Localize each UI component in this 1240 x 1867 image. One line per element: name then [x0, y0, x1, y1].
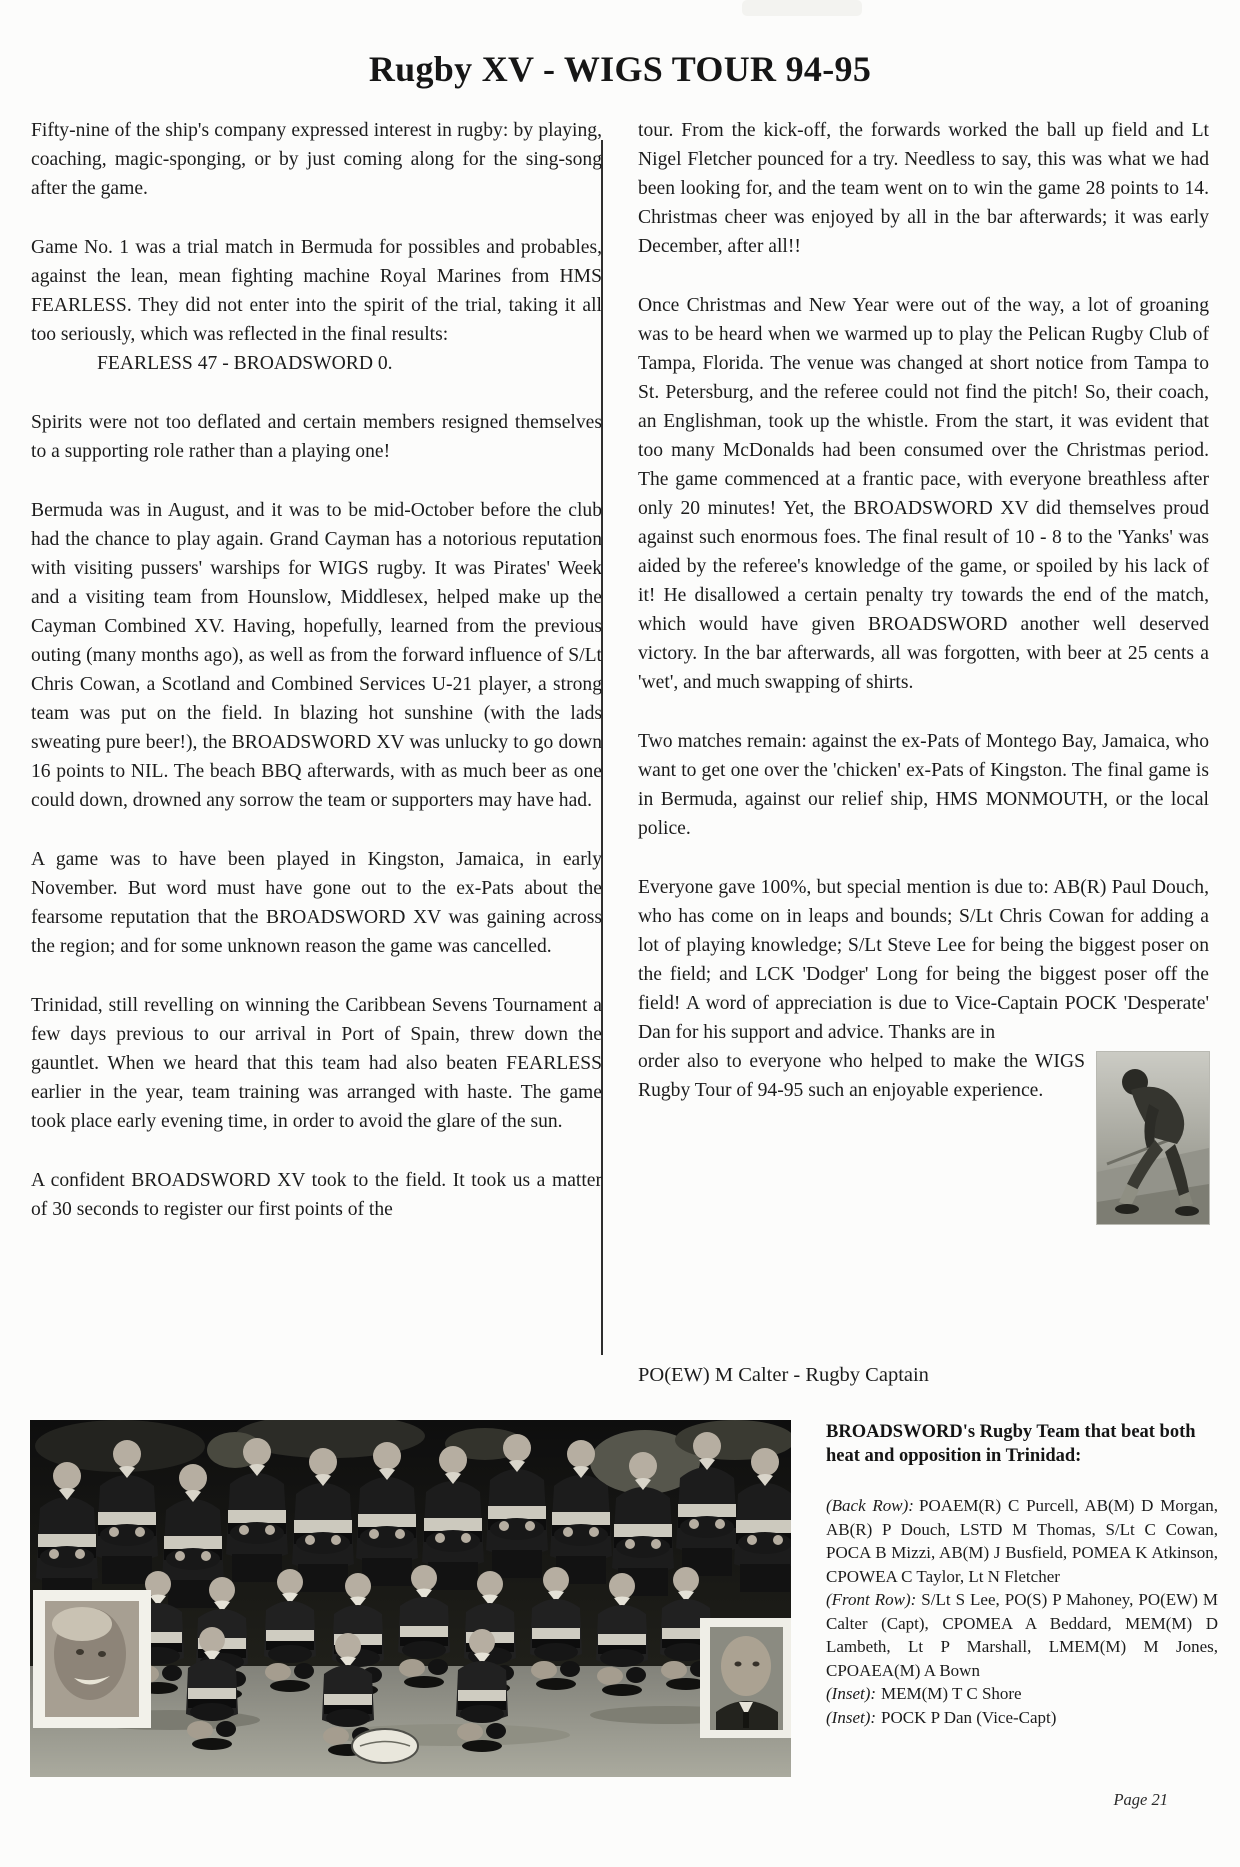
article-paragraph-text: order also to everyone who helped to make the WIGS Rugby Tour of 94-95 such an enjoyable experience. [638, 1051, 1085, 1101]
article-paragraph: Two matches remain: against the ex-Pats of Montego Bay, Jamaica, who want to get one over the 'chicken' ex-Pats of Kingston. The final game is in Bermuda, against our relief ship, HMS MONMOUTH, or the local police. [638, 731, 1209, 839]
article-paragraph: Bermuda was in August, and it was to be mid-October before the club had the chance to play again. Grand Cayman has a notorious reputation with visiting pussers' warships for WIGS rugby. It was Pirates' Week and a visiting team from Hounslow, Middlesex, helped make up the Cayman Combined XV. Having, hopefully, learned from the previous outing (many months ago), as well as from the forward influence of S/Lt Chris Cowan, a Scotland and Combined Services U-21 player, a strong team was put on the field. In blazing hot sunshine (with the lads sweating pure beer!), the BROADSWORD XV was unlucky to go down 16 points to NIL. The beach BBQ afterwards, with as much beer as one could down, drowned any sorrow the team or supporters may have had. [31, 500, 602, 811]
article-paragraph: Game No. 1 was a trial match in Bermuda for possibles and probables, against the lean, mean fighting machine Royal Marines from HMS FEARLESS. They did not enter into the spirit of the trial, taking it all too seriously, which was reflected in the final results: [31, 237, 602, 345]
team-photo [30, 1420, 791, 1777]
rugby-ball [352, 1729, 418, 1763]
match-score-line: FEARLESS 47 - BROADSWORD 0. [97, 353, 393, 374]
caption-entry-text: S/Lt S Lee, PO(S) P Mahoney, PO(EW) M Calter (Capt), CPOMEA A Beddard, MEM(M) D Lambeth, Lt P Marshall, LMEM(M) M Jones, CPOAEA(M) A Bown [826, 1590, 1218, 1680]
page-number: Page 21 [1113, 1790, 1168, 1809]
caption-heading: BROADSWORD's Rugby Team that beat both heat and opposition in Trinidad: [826, 1422, 1196, 1466]
caption-entry-text: POCK P Dan (Vice-Capt) [881, 1707, 1057, 1727]
scan-artifact [742, 0, 862, 16]
article-paragraph: Everyone gave 100%, but special mention is due to: AB(R) Paul Douch, who has come on in leaps and bounds; S/Lt Chris Cowan for adding a lot of playing knowledge; S/Lt Steve Lee for being the biggest poser on the field; and LCK 'Dodger' Long for being the biggest poser off the field! A word of appreciation is due to Vice-Captain POCK 'Desperate' Dan for his support and advice. Thanks are in [638, 877, 1209, 1043]
article-paragraph: tour. From the kick-off, the forwards worked the ball up field and Lt Nigel Fletcher pounced for a try. Needless to say, this was what we had been looking for, and the team went on to win the game 28 points to 14. Christmas cheer was enjoyed by all in the bar afterwards; it was early December, after all!! [638, 120, 1209, 257]
article-paragraph-with-photo [638, 1047, 1209, 1105]
article-paragraph: A confident BROADSWORD XV took to the field. It took us a matter of 30 seconds to register our first points of the [31, 1170, 602, 1220]
article-left-column [31, 116, 602, 1254]
article-paragraph: Once Christmas and New Year were out of the way, a lot of groaning was to be heard when we warmed up to play the Pelican Rugby Club of Tampa, Florida. The venue was changed at short notice from Tampa to St. Petersburg, and the referee could not find the pitch! So, their coach, an Englishman, took up the whistle. From the start, it was evident that too many McDonalds had been consumed over the Christmas period. The game commenced at a frantic pace, with everyone breathless after only 20 minutes! Yet, the BROADSWORD XV did themselves proud against such enormous foes. The final result of 10 - 8 to the 'Yanks' was aided by the referee's knowledge of the game, or spoiled by his lack of it! He disallowed a certain penalty try towards the end of the match, which would have given BROADSWORD another well deserved victory. In the bar afterwards, all was forgotten, with beer at 25 cents a 'wet', and much swapping of shirts. [638, 295, 1209, 693]
caption-entry-inset-1 [826, 1682, 1218, 1706]
article-paragraph: Fifty-nine of the ship's company expressed interest in rugby: by playing, coaching, magic-sponging, or by just coming along for the sing-song after the game. [31, 120, 602, 199]
article-right-column [638, 116, 1209, 1228]
caption-entry-front-row [826, 1588, 1218, 1682]
article-paragraph: A game was to have been played in Kingston, Jamaica, in early November. But word must have gone out to the ex-Pats about the fearsome reputation that the BROADSWORD XV was gaining across the region; and for some unknown reason the game was cancelled. [31, 849, 602, 957]
caption-entry-text: POAEM(R) C Purcell, AB(M) D Morgan, AB(R) P Douch, LSTD M Thomas, S/Lt C Cowan, POCA B Mizzi, AB(M) J Busfield, POMEA K Atkinson, CPOWEA C Taylor, Lt N Fletcher [826, 1496, 1218, 1586]
caption-entry-label: (Inset): [826, 1684, 877, 1703]
action-photo [1097, 1052, 1209, 1224]
author-signature: PO(EW) M Calter - Rugby Captain [638, 1364, 929, 1386]
caption-entry-label: (Inset): [826, 1707, 877, 1727]
caption-entry-label: (Front Row): [826, 1590, 917, 1609]
caption-entry-inset-2 [826, 1706, 1218, 1730]
article-paragraph: Trinidad, still revelling on winning the Caribbean Sevens Tournament a few days previous to our arrival in Port of Spain, threw down the gauntlet. When we heard that this team had also beaten FEARLESS earlier in the year, team training was arranged with haste. The game took place early evening time, in order to avoid the glare of the sun. [31, 995, 602, 1132]
caption-entry-label: (Back Row): [826, 1496, 914, 1515]
team-photo-inset-right [700, 1618, 791, 1738]
caption-entry-text: MEM(M) T C Shore [881, 1684, 1022, 1703]
team-photo-inset-left [33, 1590, 151, 1728]
caption-entry-back-row [826, 1494, 1218, 1588]
page-title: Rugby XV - WIGS TOUR 94-95 [368, 49, 872, 89]
article-paragraph: Spirits were not too deflated and certain members resigned themselves to a supporting role rather than a playing one! [31, 412, 602, 462]
team-photo-caption [826, 1420, 1218, 1729]
